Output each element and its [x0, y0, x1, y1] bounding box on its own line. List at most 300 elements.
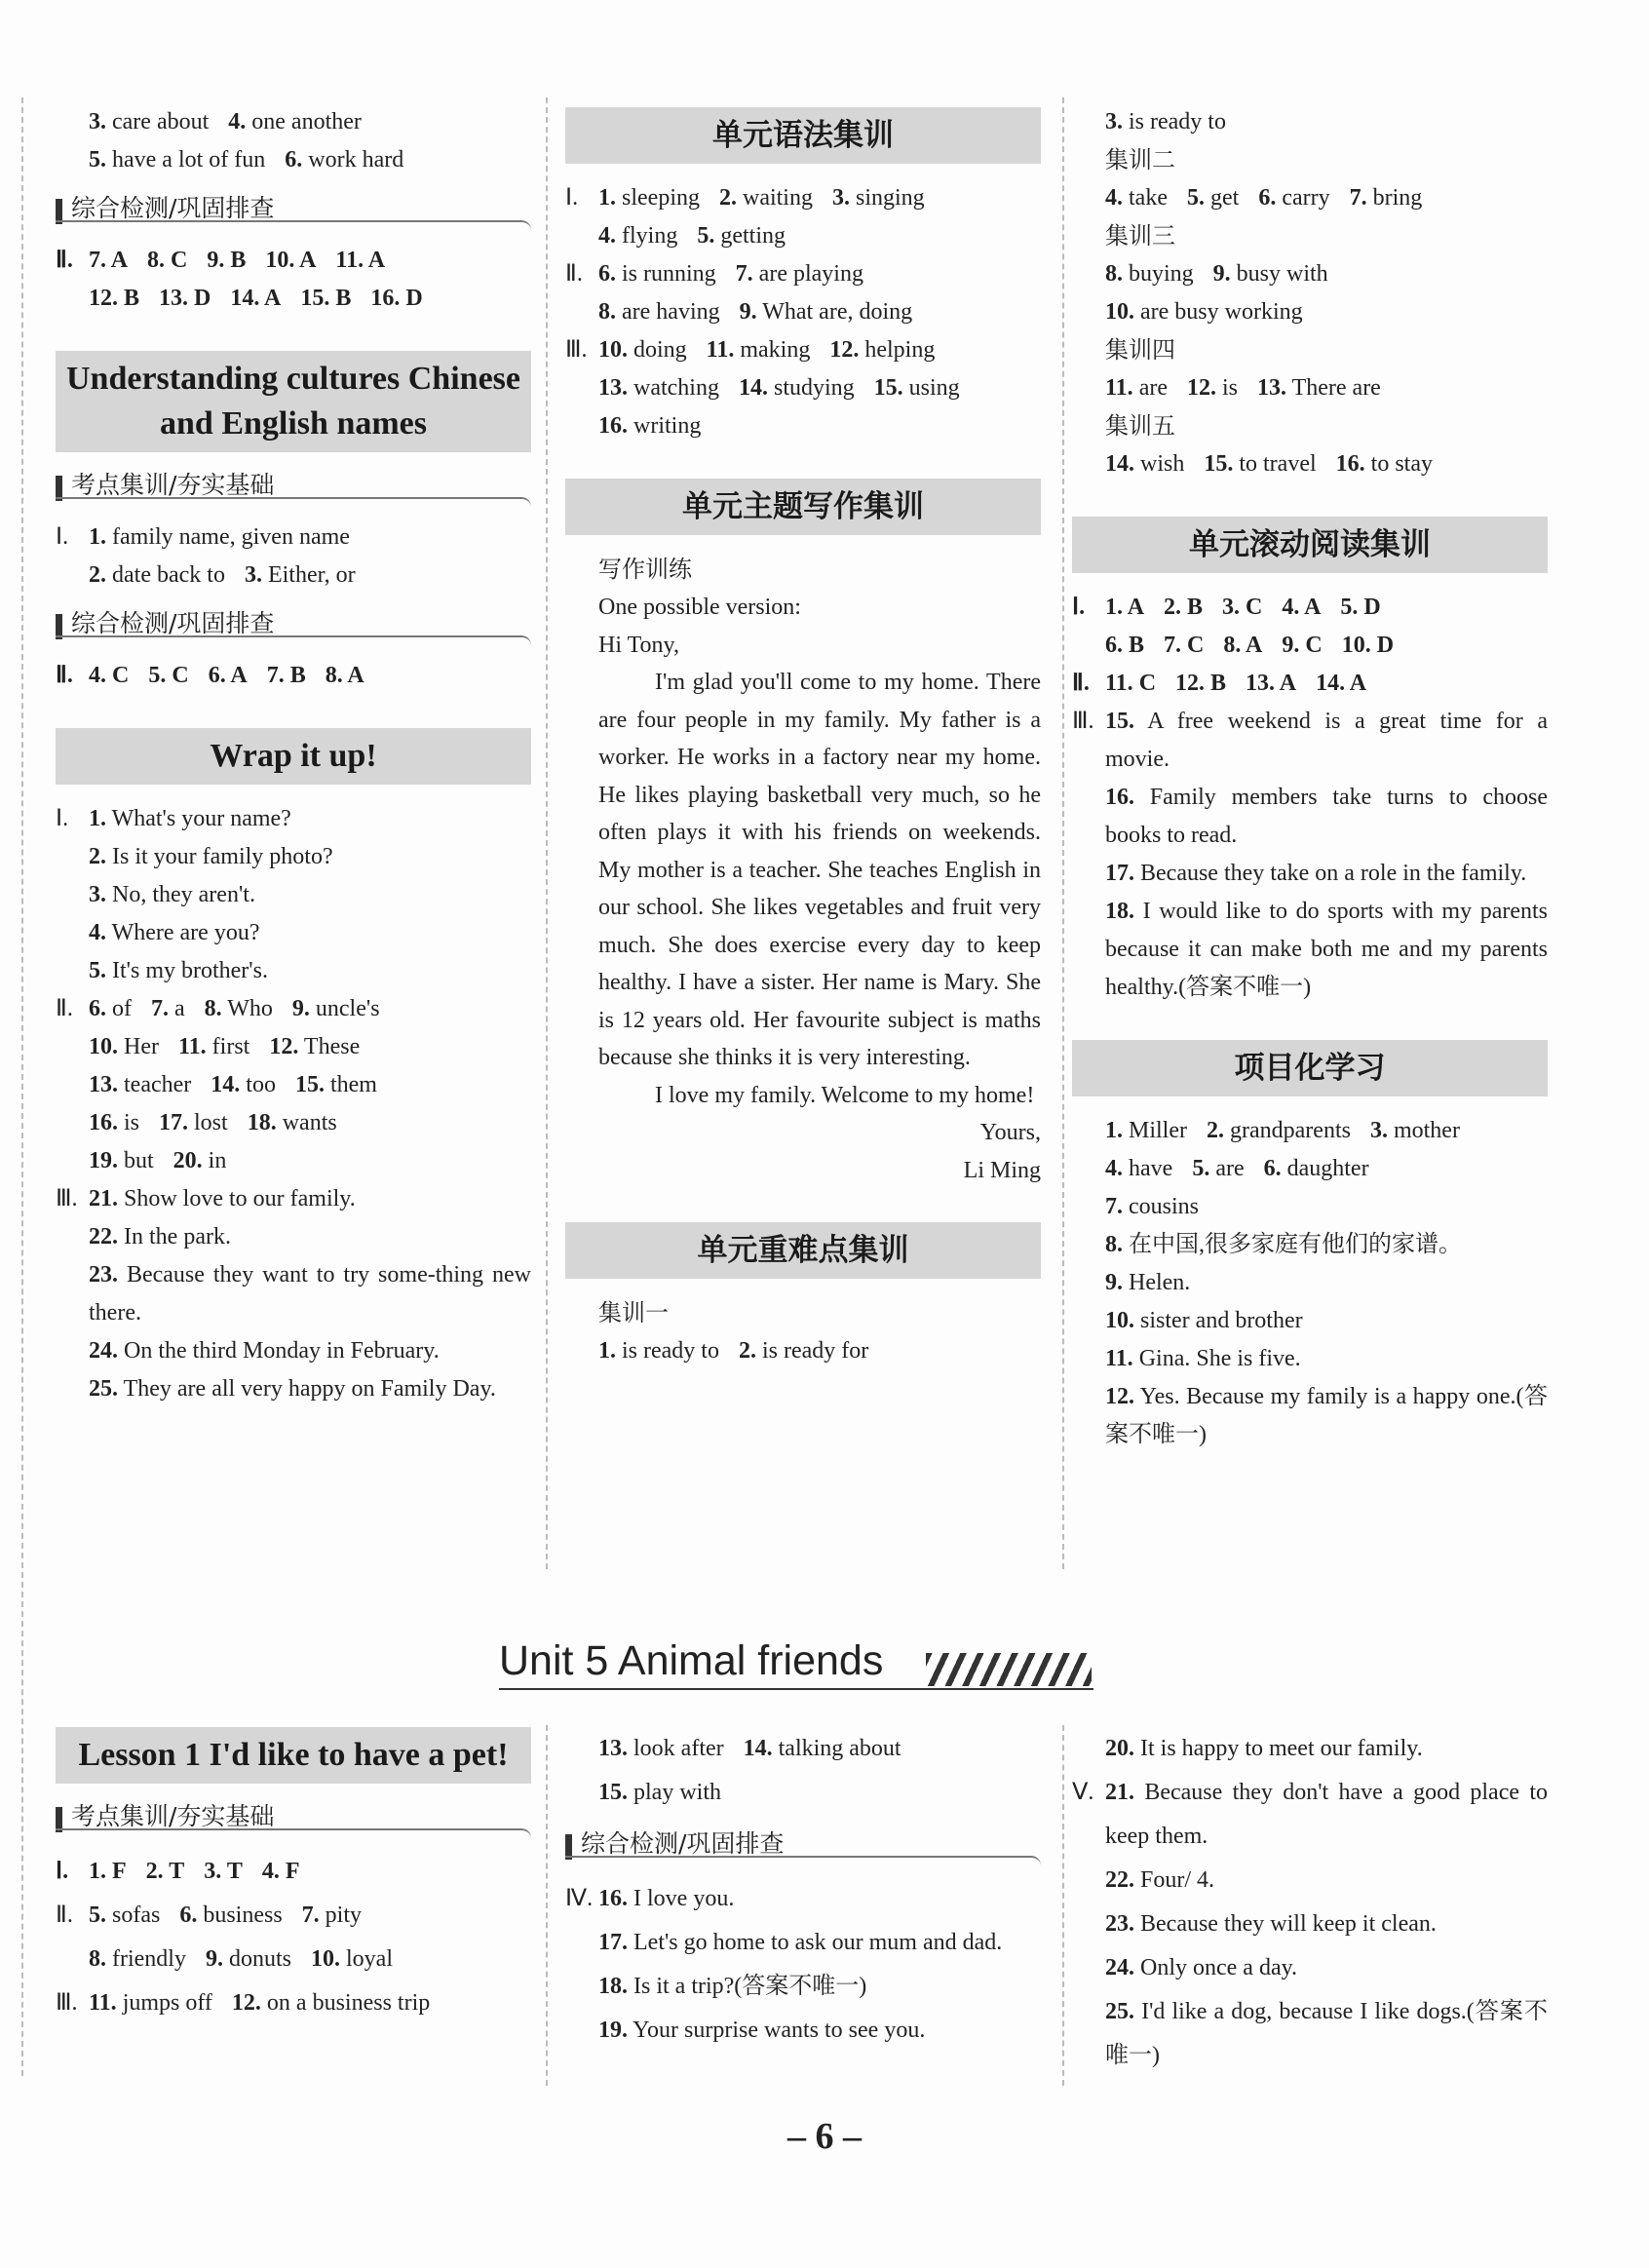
question-number: 18.: [247, 1110, 277, 1135]
roman-numeral: Ⅲ.: [1072, 709, 1094, 734]
answer-text: Who: [227, 996, 273, 1021]
question-number: 2.: [89, 562, 106, 588]
question-number: 11.: [1105, 375, 1133, 401]
answer-text: C: [1187, 633, 1205, 658]
answer-line: [1072, 1340, 1548, 1378]
answer-text: friendly: [112, 1946, 186, 1972]
roman-numeral: Ⅲ.: [56, 1990, 78, 2016]
answer-text: B: [230, 248, 247, 273]
unit5-column-1: [56, 1727, 531, 2025]
question-number: 13.: [89, 1072, 118, 1097]
question-number: 2.: [1164, 595, 1182, 620]
answer-text: wants: [282, 1110, 337, 1135]
question-number: 4.: [89, 920, 106, 945]
question-number: 1.: [89, 1859, 106, 1884]
question-number: 11.: [177, 1034, 207, 1059]
unit-title: Unit 5 Animal friends: [499, 1637, 884, 1684]
answer-line: [56, 1938, 531, 1981]
answer-text: It is happy to meet our family.: [1140, 1736, 1423, 1761]
subsection-heading: 综合检测/巩固排查: [565, 1826, 1041, 1865]
question-number: 16.: [370, 286, 401, 311]
answer-line: [1072, 1727, 1548, 1771]
question-number: 6.: [89, 996, 106, 1021]
question-number: 7.: [1349, 185, 1367, 211]
question-number: 7.: [1105, 1194, 1123, 1219]
roman-numeral: Ⅱ.: [56, 248, 73, 273]
answer-line: [56, 1066, 531, 1104]
answer-text: Because they want to try some-thing new there.: [89, 1262, 531, 1326]
answer-text: A: [1304, 595, 1322, 620]
answer-text: mother: [1393, 1118, 1460, 1143]
question-number: 19.: [598, 2018, 628, 2043]
answer-text: 在中国,很多家庭有他们的家谱。: [1129, 1232, 1462, 1257]
answer-text: C: [1138, 671, 1157, 696]
answer-text: busy with: [1236, 261, 1328, 287]
answer-text: B: [335, 286, 352, 311]
question-number: 13.: [1246, 671, 1276, 696]
answer-text: Gina. She is five.: [1138, 1346, 1301, 1371]
question-number: 6.: [1263, 1156, 1282, 1181]
answer-text: getting: [720, 223, 786, 249]
question-number: 23.: [89, 1262, 118, 1288]
unit-title-rule: [499, 1688, 1093, 1690]
answer-line: [565, 407, 1041, 445]
answer-text: one another: [251, 109, 362, 135]
subsection-heading: 考点集训/夯实基础: [56, 1799, 531, 1838]
answer-line: [56, 1850, 531, 1894]
question-number: 10.: [311, 1946, 340, 1972]
answer-text: talking about: [778, 1736, 901, 1761]
answer-text: using: [908, 375, 960, 401]
answer-line: [56, 800, 531, 838]
question-number: 5.: [89, 147, 106, 173]
answer-line: [1072, 1112, 1548, 1150]
answer-text: I love you.: [633, 1886, 735, 1911]
answer-text: wish: [1140, 451, 1185, 477]
group-label: 集训二: [1105, 146, 1175, 173]
question-number: 1.: [89, 806, 106, 831]
answer-text: cousins: [1129, 1194, 1199, 1219]
question-number: 11.: [89, 1990, 117, 2016]
answer-text: I would like to do sports with my parents because it can make both me and my parents healthy.(答案不唯一): [1105, 899, 1549, 1000]
answer-line: [565, 2009, 1041, 2053]
question-number: 9.: [207, 248, 225, 273]
question-number: 2.: [738, 1338, 756, 1364]
question-number: 13.: [598, 375, 628, 401]
roman-numeral: Ⅲ.: [56, 1186, 78, 1211]
question-number: 14.: [743, 1736, 773, 1761]
answer-text: too: [246, 1072, 276, 1097]
answer-line: [1072, 255, 1548, 293]
question-number: 3.: [1105, 109, 1123, 135]
answer-text: B: [1129, 633, 1145, 658]
answer-text: are playing: [758, 261, 863, 287]
question-number: 15.: [598, 1780, 628, 1805]
column-divider: [1062, 97, 1064, 1569]
answer-text: have: [1129, 1156, 1173, 1181]
question-number: 5.: [1192, 1156, 1210, 1181]
answer-line: [56, 103, 531, 141]
roman-numeral: Ⅰ.: [56, 806, 69, 831]
answer-line: [1072, 665, 1548, 703]
question-number: 13.: [598, 1736, 628, 1761]
question-number: 6.: [285, 147, 303, 173]
question-number: 3.: [89, 109, 106, 135]
question-number: 16.: [1105, 785, 1134, 810]
answer-text: They are all very happy on Family Day.: [123, 1376, 496, 1402]
letter-signoff: Li Ming: [963, 1157, 1041, 1183]
question-number: 13.: [159, 286, 189, 311]
question-number: 12.: [1186, 375, 1216, 401]
answer-line: [565, 331, 1041, 369]
answer-line: [56, 1981, 531, 2025]
answer-text: is ready to: [622, 1338, 719, 1364]
answer-line: [56, 1894, 531, 1938]
question-number: 4.: [1282, 595, 1300, 620]
answer-text: What's your name?: [111, 806, 291, 831]
answer-text: singing: [855, 185, 925, 211]
question-number: 5.: [148, 663, 167, 688]
question-number: 10.: [1105, 1308, 1134, 1333]
roman-numeral: Ⅱ.: [565, 261, 583, 287]
answer-line: [565, 293, 1041, 331]
answer-line: [56, 876, 531, 914]
answer-line: [56, 1256, 531, 1332]
answer-line: [1072, 1378, 1548, 1454]
answer-text: sister and brother: [1140, 1308, 1303, 1333]
question-number: 8.: [1223, 633, 1242, 658]
answer-text: grandparents: [1230, 1118, 1351, 1143]
question-number: 14.: [738, 375, 768, 401]
question-number: 2.: [1207, 1118, 1224, 1143]
question-number: 11.: [706, 337, 735, 363]
answer-text: F: [285, 1859, 300, 1884]
question-number: 3.: [89, 882, 106, 907]
section-header: 单元语法集训: [565, 107, 1041, 164]
question-number: 21.: [1105, 1780, 1134, 1805]
question-number: 9.: [739, 299, 757, 325]
question-number: 1.: [1105, 1118, 1123, 1143]
question-number: 11.: [1105, 671, 1133, 696]
answer-text: Miller: [1129, 1118, 1187, 1143]
answer-text: are: [1138, 375, 1168, 401]
answer-line: [1072, 445, 1548, 483]
question-number: 15.: [294, 1072, 325, 1097]
answer-text: teacher: [124, 1072, 192, 1097]
question-number: 17.: [1105, 861, 1134, 886]
roman-numeral: Ⅰ.: [56, 1859, 69, 1884]
question-number: 16.: [598, 1886, 628, 1911]
question-number: 10.: [265, 248, 295, 273]
section-header: 项目化学习: [1072, 1040, 1548, 1096]
question-number: 2.: [718, 185, 737, 211]
group-label: 集训五: [1105, 412, 1175, 440]
answer-text: Family members take turns to choose books to read.: [1105, 785, 1549, 848]
answer-line: [56, 838, 531, 876]
roman-numeral: Ⅱ.: [56, 1903, 73, 1928]
question-number: 6.: [598, 261, 616, 287]
answer-text: bring: [1372, 185, 1423, 211]
question-number: 5.: [697, 223, 715, 249]
question-number: 3.: [1369, 1118, 1388, 1143]
answer-line: [56, 280, 531, 318]
unit-title-stripes: [926, 1653, 1092, 1686]
answer-line: [1072, 703, 1548, 779]
answer-line: [56, 657, 531, 695]
answer-text: look after: [633, 1736, 724, 1761]
question-number: 4.: [1105, 185, 1123, 211]
answer-text: There are: [1291, 375, 1381, 401]
question-number: 1.: [89, 524, 106, 550]
question-number: 9.: [291, 996, 310, 1021]
answer-line: [1072, 779, 1548, 855]
answer-text: It's my brother's.: [112, 958, 268, 983]
roman-numeral: Ⅴ.: [1072, 1780, 1094, 1805]
answer-line: [1072, 1188, 1548, 1226]
answer-text: is running: [622, 261, 716, 287]
answer-text: watching: [633, 375, 719, 401]
letter-paragraph: I'm glad you'll come to my home. There are four people in my family. My father is a worker. He works in a factory near my home. He likes playing basketball very much, so he often plays it with his friends on weekends. My mother is a teacher. She teaches English in our school. She likes vegetables and fruit very much. She does exercise every day to keep healthy. I have a sister. Her name is Mary. She is 12 years old. Her favourite subject is maths because she thinks it is very interesting.: [598, 670, 1041, 1070]
question-number: 14.: [1316, 671, 1346, 696]
roman-numeral: Ⅳ.: [565, 1886, 594, 1911]
question-number: 5.: [89, 958, 106, 983]
answer-line: [56, 990, 531, 1028]
answer-line: [56, 141, 531, 179]
question-number: 4.: [228, 109, 247, 135]
answer-text: A: [264, 286, 282, 311]
question-number: 15.: [1204, 451, 1234, 477]
question-number: 7.: [89, 248, 106, 273]
answer-text: is ready to: [1129, 109, 1226, 135]
section-header: 单元主题写作集训: [565, 479, 1041, 535]
question-number: 15.: [300, 286, 330, 311]
answer-text: work hard: [308, 147, 404, 173]
answer-line: [1072, 1859, 1548, 1903]
answer-text: are busy working: [1140, 299, 1303, 325]
answer-text: Because they will keep it clean.: [1140, 1911, 1437, 1937]
answer-text: take: [1129, 185, 1168, 211]
question-number: 12.: [1105, 1384, 1134, 1409]
answer-text: is ready for: [761, 1338, 869, 1364]
question-number: 6.: [179, 1903, 198, 1928]
answer-line: [1072, 1771, 1548, 1859]
answer-line: [1072, 1302, 1548, 1340]
question-number: 12.: [231, 1990, 261, 2016]
answer-text: C: [171, 248, 188, 273]
question-number: 3.: [1222, 595, 1241, 620]
question-number: 20.: [173, 1148, 203, 1173]
answer-line: [56, 952, 531, 990]
question-number: 7.: [1164, 633, 1182, 658]
answer-text: Either, or: [267, 562, 356, 588]
question-number: 18.: [1105, 899, 1134, 924]
answer-line: [565, 1965, 1041, 2009]
group-label: 集训三: [1105, 222, 1175, 250]
answer-text: daughter: [1286, 1156, 1369, 1181]
question-number: 22.: [1105, 1867, 1134, 1893]
answer-text: A: [299, 248, 317, 273]
answer-line: [1072, 1903, 1548, 1946]
answer-text: carry: [1282, 185, 1330, 211]
answer-line: [56, 1218, 531, 1256]
answer-line: [565, 1877, 1041, 1921]
answer-line: [56, 1332, 531, 1370]
answer-text: Your surprise wants to see you.: [633, 2018, 926, 2043]
answer-text: F: [112, 1859, 127, 1884]
answer-text: Only once a day.: [1140, 1955, 1298, 1980]
answer-line: [1072, 893, 1548, 1007]
answer-text: T: [226, 1859, 243, 1884]
answer-line: [56, 1370, 531, 1408]
answer-line: [565, 1771, 1041, 1815]
column-divider: [1062, 1725, 1064, 2086]
answer-text: Four/ 4.: [1140, 1867, 1215, 1893]
answer-text: D: [1363, 595, 1381, 620]
answer-text: donuts: [228, 1946, 291, 1972]
question-number: 4.: [89, 663, 106, 688]
question-number: 2.: [145, 1859, 164, 1884]
question-number: 7.: [266, 663, 285, 688]
answer-column-3: [1072, 103, 1548, 1454]
answer-line: [1072, 1946, 1548, 1990]
question-number: 25.: [1105, 1999, 1134, 2024]
question-number: 24.: [89, 1338, 118, 1364]
question-number: 9.: [205, 1946, 223, 1972]
question-number: 15.: [873, 375, 903, 401]
answer-text: Is it a trip?(答案不唯一): [633, 1974, 867, 1999]
question-number: 5.: [89, 1903, 106, 1928]
answer-text: Because they take on a role in the family.: [1140, 861, 1527, 886]
answer-line: [56, 1142, 531, 1180]
answer-text: A: [367, 248, 386, 273]
answer-line: [56, 242, 531, 280]
answer-line: [565, 217, 1041, 255]
question-number: 6.: [208, 663, 226, 688]
question-number: 9.: [1212, 261, 1231, 287]
unit5-column-2: [565, 1727, 1041, 2053]
answer-text: D: [194, 286, 211, 311]
answer-text: What are, doing: [762, 299, 913, 325]
group-label: 集训一: [598, 1299, 669, 1326]
section-header: 单元重难点集训: [565, 1222, 1041, 1279]
question-number: 12.: [89, 286, 118, 311]
answer-text: are: [1215, 1156, 1245, 1181]
question-number: 21.: [89, 1186, 118, 1211]
answer-text: buying: [1129, 261, 1194, 287]
answer-text: C: [172, 663, 189, 688]
question-number: 3.: [204, 1859, 222, 1884]
question-number: 24.: [1105, 1955, 1134, 1980]
answer-text: B: [289, 663, 306, 688]
answer-text: T: [169, 1859, 185, 1884]
question-number: 19.: [89, 1148, 118, 1173]
answer-line: [56, 914, 531, 952]
letter-signoff: Yours,: [979, 1120, 1041, 1145]
answer-text: Her: [124, 1034, 159, 1059]
question-number: 7.: [735, 261, 753, 287]
answer-text: In the park.: [124, 1224, 231, 1249]
answer-text: them: [329, 1072, 377, 1097]
question-number: 8.: [1105, 261, 1123, 287]
question-number: 16.: [89, 1110, 118, 1135]
answer-column-1: [56, 103, 531, 1408]
question-number: 22.: [89, 1224, 118, 1249]
question-number: 8.: [89, 1946, 106, 1972]
answer-text: to travel: [1239, 451, 1317, 477]
answer-text: Because they don't have a good place to keep them.: [1105, 1780, 1548, 1849]
question-number: 14.: [1105, 451, 1134, 477]
page-number: – 6 –: [787, 2116, 862, 2157]
answer-text: care about: [112, 109, 210, 135]
answer-text: A: [1127, 595, 1145, 620]
answer-text: B: [124, 286, 140, 311]
roman-numeral: Ⅱ.: [1072, 671, 1090, 696]
question-number: 6.: [1258, 185, 1277, 211]
question-number: 12.: [829, 337, 860, 363]
question-number: 9.: [1105, 1270, 1123, 1295]
answer-text: flying: [622, 223, 678, 249]
answer-text: are having: [622, 299, 720, 325]
answer-line: [565, 1727, 1041, 1771]
question-number: 13.: [1257, 375, 1286, 401]
answer-text: A: [1349, 671, 1367, 696]
column-divider: [546, 97, 548, 1569]
answer-text: in: [208, 1148, 227, 1173]
answer-text: Where are you?: [111, 920, 260, 945]
answer-line: [1072, 369, 1548, 407]
subsection-heading: 综合检测/巩固排查: [56, 606, 531, 645]
unit5-column-3: [1072, 1727, 1548, 2078]
question-number: 11.: [335, 248, 364, 273]
answer-line: [565, 179, 1041, 217]
answer-text: lost: [194, 1110, 228, 1135]
question-number: 3.: [244, 562, 262, 588]
letter-line: One possible version:: [598, 595, 801, 620]
answer-line: [56, 1180, 531, 1218]
question-number: 5.: [1340, 595, 1359, 620]
section-header: Understanding cultures Chinese and English names: [56, 351, 531, 452]
answer-text: uncle's: [315, 996, 380, 1021]
answer-text: Helen.: [1129, 1270, 1191, 1295]
answer-line: [1072, 1150, 1548, 1188]
question-number: 8.: [598, 299, 616, 325]
answer-text: loyal: [346, 1946, 393, 1972]
answer-line: [56, 557, 531, 595]
answer-line: [565, 1332, 1041, 1370]
answer-text: helping: [864, 337, 936, 363]
answer-text: B: [1210, 671, 1227, 696]
question-number: 7.: [151, 996, 169, 1021]
answer-line: [1072, 179, 1548, 217]
answer-column-2: [565, 107, 1041, 1370]
answer-text: studying: [773, 375, 855, 401]
answer-text: A: [230, 663, 248, 688]
answer-text: Yes. Because my family is a happy one.(答案不唯一): [1105, 1384, 1549, 1447]
question-number: 1.: [598, 1338, 616, 1364]
question-number: 12.: [1175, 671, 1206, 696]
question-number: 11.: [1105, 1346, 1133, 1371]
answer-line: [1072, 1226, 1548, 1264]
answer-text: date back to: [112, 562, 225, 588]
answer-text: pity: [325, 1903, 363, 1928]
answer-text: have a lot of fun: [112, 147, 266, 173]
letter-line: Hi Tony,: [598, 632, 679, 658]
question-number: 14.: [230, 286, 260, 311]
answer-text: A: [347, 663, 364, 688]
answer-text: sleeping: [622, 185, 700, 211]
answer-text: A free weekend is a great time for a movie.: [1105, 709, 1548, 772]
group-label: 写作训练: [598, 556, 692, 583]
